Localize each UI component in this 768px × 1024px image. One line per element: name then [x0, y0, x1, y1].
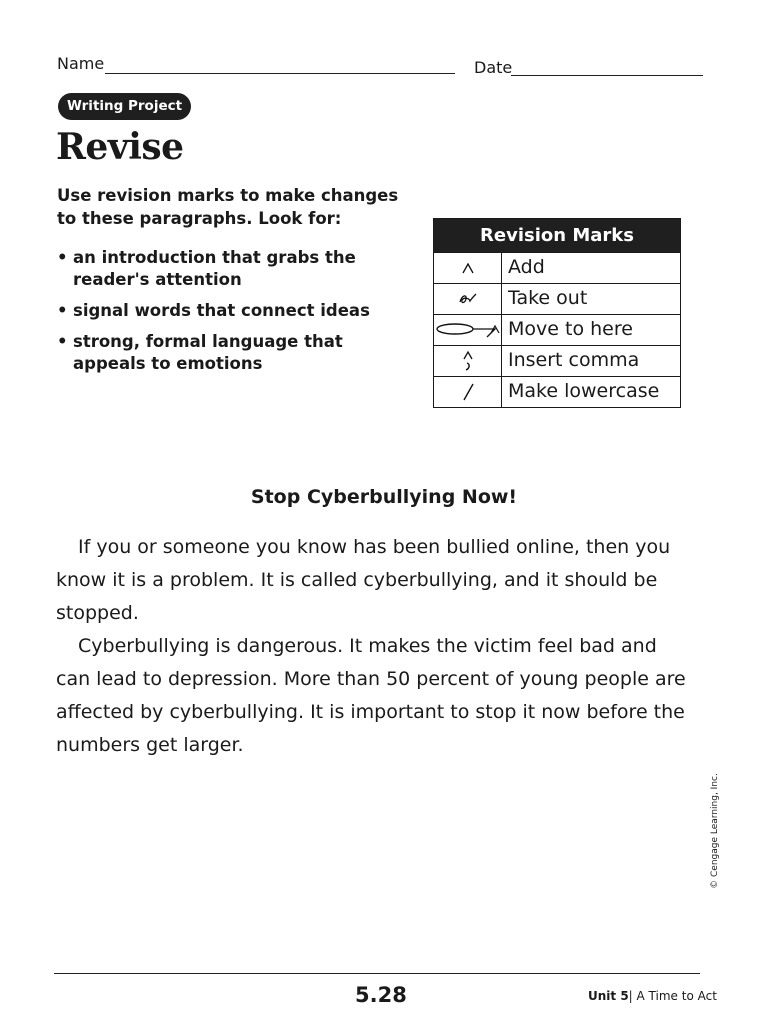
unit-title: A Time to Act: [636, 989, 717, 1003]
mark-label: Insert comma: [508, 349, 640, 371]
table-row: [434, 345, 680, 376]
mark-label: Take out: [508, 287, 588, 309]
revision-marks-table: [433, 218, 681, 408]
table-row: [434, 252, 680, 283]
table-row: [434, 314, 680, 345]
mark-label: Make lowercase: [508, 380, 660, 402]
page-title: Revise: [56, 126, 184, 168]
instructions: Use revision marks to make changes to these paragraphs. Look for:: [57, 186, 399, 228]
mark-label: Move to here: [508, 318, 633, 340]
list-item: • signal words that connect ideas: [57, 300, 407, 322]
look-for-list: [57, 247, 407, 384]
essay-paragraph: If you or someone you know has been bullied online, then you know it is a problem. It is called cyberbullying, and it should be stopped.: [56, 536, 671, 624]
list-item: • an introduction that grabs the reader's attention: [57, 247, 407, 291]
list-item: • strong, formal language that appeals to emotions: [57, 331, 407, 375]
slash-icon: [434, 377, 502, 407]
essay-title: Stop Cyberbullying Now!: [250, 486, 518, 508]
table-row: [434, 376, 680, 407]
page-number: 5.28: [355, 983, 407, 1007]
revision-marks-heading: Revision Marks: [434, 219, 680, 252]
mark-label: Add: [508, 256, 545, 278]
unit-label: [588, 989, 717, 1003]
move-mark-icon: [434, 315, 502, 345]
writing-project-badge: Writing Project: [58, 93, 191, 120]
essay-paragraph: Cyberbullying is dangerous. It makes the victim feel bad and can lead to depression. More than 50 percent of young people are affected by cyberbullying. It is important to stop it now before the numbers get larger.: [56, 635, 686, 756]
copyright-notice: © Cengage Learning, Inc.: [710, 773, 720, 889]
unit-number: Unit 5: [588, 989, 629, 1003]
footer-divider: [54, 973, 700, 974]
insert-comma-icon: [434, 346, 502, 376]
name-field[interactable]: [105, 73, 455, 74]
date-field[interactable]: [511, 75, 703, 76]
date-label: Date: [474, 58, 513, 77]
essay-body: [56, 531, 696, 762]
table-row: [434, 283, 680, 314]
caret-icon: [434, 253, 502, 283]
name-label: Name: [57, 54, 105, 73]
delete-mark-icon: [434, 284, 502, 314]
unit-separator: |: [628, 989, 637, 1003]
